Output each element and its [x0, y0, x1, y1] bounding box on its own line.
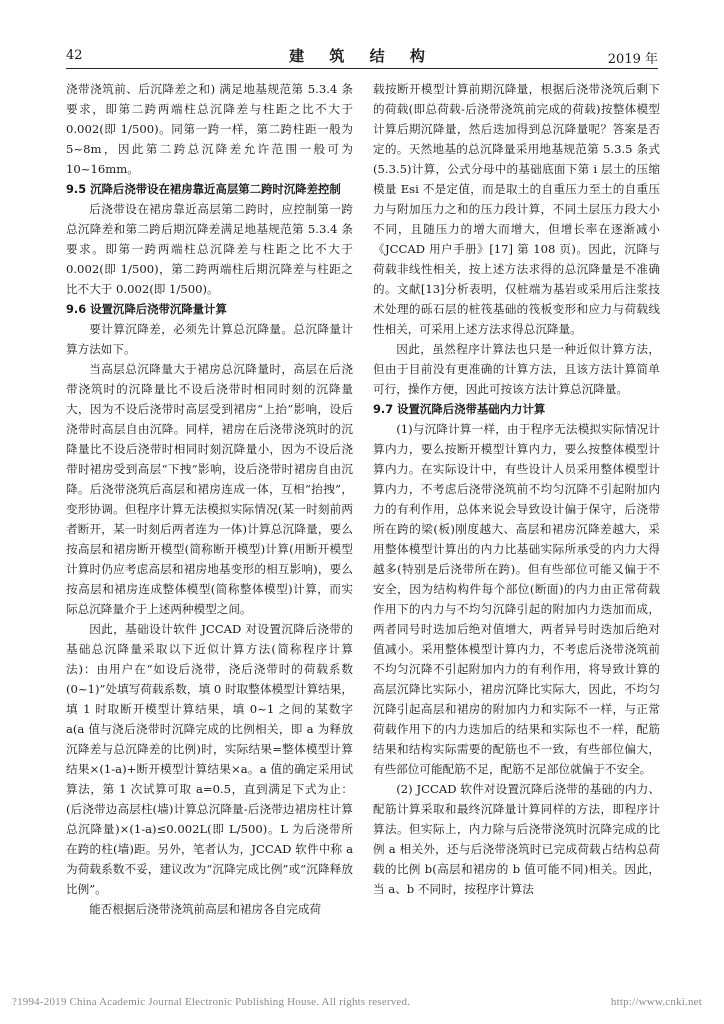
paragraph: 因此，虽然程序计算法也只是一种近似计算方法，但由于目前没有更准确的计算方法，且该方法计算简单可行，操作方便，因此可按该方法计算总沉降量。 [373, 342, 660, 396]
paragraph: 能否根据后浇带浇筑前高层和裙房各自完成荷 [89, 902, 322, 916]
paragraph: 载按断开模型计算前期沉降量，根据后浇带浇筑后剩下的荷载(即总荷载-后浇带浇筑前完成的荷载)按整体模型计算后期沉降量，然后迭加得到总沉降量呢？答案是否定的。天然地基的总沉降量采用地基规范第 5.3.5 条式(5.3.5)计算，公式分母中的基础底面下第 i 层土的压缩模量 Esi 不是定值，而是取土的自重压力至土的自重压力与附加压力之和的压力段计算，不同土层压力段大小不同，且随压力的增大而增大，但增长率在逐渐减小《JCCAD 用户手册》[17] 第 108 页)。因此，沉降与荷载非线性相关，按上述方法求得的总沉降量是不准确的。文献[13]分析表明，仅桩端为基岩或采用后注浆技术处理的砾石层的桩筏基础的筏板变形和应力与荷载线性相关，可采用上述方法求得总沉降量。 [373, 82, 660, 336]
page-number: 42 [66, 48, 83, 63]
copyright-footer [12, 996, 712, 1008]
page-header [66, 44, 658, 66]
paragraph: 当高层总沉降量大于裙房总沉降量时，高层在后浇带浇筑时的沉降量比不设后浇带时相同时刻的沉降量大，因为不设后浇带时高层受到裙房“上抬”影响，设后浇带时高层自由沉降。同样，裙房在后浇带浇筑时的沉降量比不设后浇带时相同时刻沉降量小，因为不设后浇带时裙房受到高层“下拽”影响，设后浇带时裙房自由沉降。后浇带浇筑后高层和裙房连成一体，互相“抬拽”，变形协调。但程序计算无法模拟实际情况(某一时刻前两者断开，某一时刻后两者连为一体)计算总沉降量，要么按高层和裙房断开模型(简称断开模型)计算(用断开模型计算时仍应考虑高层和裙房地基变形的相互影响)，要么按高层和裙房连成整体模型(简称整体模型)计算，而实际总沉降量介于上述两种模型之间。 [66, 362, 353, 616]
journal-title: 建 筑 结 构 [289, 47, 435, 65]
paragraph: (1)与沉降计算一样，由于程序无法模拟实际情况计算内力，要么按断开模型计算内力，要么按整体模型计算内力。在实际设计中，有些设计人员采用整体模型计算内力，不考虑后浇带浇筑前不均匀沉降不引起附加内力的有利作用，总体来说会导致设计偏于保守，后浇带所在跨的梁(板)刚度越大、高层和裙房沉降差越大，采用整体模型计算出的内力比基础实际所承受的内力大得越多(特别是后浇带所在跨)。但有些部位可能又偏于不安全，因为结构构件每个部位(断面)的内力由正常荷载作用下的内力与不均匀沉降引起的附加内力迭加而成，两者同号时迭加后绝对值增大，两者异号时迭加后绝对值减小。采用整体模型计算内力，不考虑后浇带浇筑前不均匀沉降不引起附加内力的有利作用，将导致计算的高层沉降比实际小，裙房沉降比实际大，因此，不均匀沉降引起高层和裙房的附加内力和实际不一样，与正常荷载作用下的内力迭加后的结果和实际也不一样，配筋结果和结构实际需要的配筋也不一致，有些部位偏大，有些部位可能配筋不足，配筋不足部位就偏于不安全。 [373, 422, 660, 776]
header-rule [66, 68, 658, 69]
paragraph: 浇带浇筑前、后沉降差之和) 满足地基规范第 5.3.4 条要求，即第二跨两端柱总沉降差与柱距之比不大于 0.002(即 1/500)。同第一跨一样，第二跨柱距一般为 5~8m，因此第二跨总沉降差允许范围一般可为 10~16mm。 [66, 82, 353, 176]
section-heading-9-5: 9.5 沉降后浇带设在裙房靠近高层第二跨时沉降差控制 [66, 182, 341, 196]
paragraph: 因此，基础设计软件 JCCAD 对设置沉降后浇带的基础总沉降量采取以下近似计算方法(简称程序计算法)：由用户在“如设后浇带，浇后浇带时的荷载系数(0~1)”处填写荷载系数，填 0 时取整体模型计算结果，填 1 时取断开模型计算结果，填 0~1 之间的某数字 a(a 值与浇后浇带时沉降完成的比例相关，即 a 为释放沉降差与总沉降差的比例)时，实际结果=整体模型计算结果×(1-a)+断开模型计算结果×a。a 值的确定采用试算法，第 1 次试算可取 a=0.5，直到满足下式为止：(后浇带边高层柱(墙)计算总沉降量-后浇带边裙房柱计算总沉降量)×(1-a)≤0.002L(即 L/500)。L 为后浇带所在跨的柱(墙)距。另外，笔者认为，JCCAD 软件中称 a 为荷载系数不妥，建议改为“沉降完成比例”或“沉降释放比例”。 [66, 622, 353, 896]
source-url: http://www.cnki.net [610, 996, 702, 1008]
publication-year: 2019 年 [607, 52, 658, 67]
section-heading-9-6: 9.6 设置沉降后浇带沉降量计算 [66, 302, 227, 316]
paragraph: 后浇带设在裙房靠近高层第二跨时，应控制第一跨总沉降差和第二跨后期沉降差满足地基规范第 5.3.4 条要求。即第一跨两端柱总沉降差与柱距之比不大于 0.002(即 1/500)，第二跨两端柱后期沉降差与柱距之比不大于 0.002(即 1/500)。 [66, 202, 353, 296]
paragraph: (2) JCCAD 软件对设置沉降后浇带的基础的内力、配筋计算采取和最终沉降量计算同样的方法，即程序计算法。但实际上，内力除与后浇带浇筑时沉降完成的比例 a 相关外，还与后浇带浇筑时已完成荷载占结构总荷载的比例 b(高层和裙房的 b 值可能不同)相关。因此，当 a、b 不同时，按程序计算法 [373, 782, 660, 896]
copyright-text: ?1994-2019 China Academic Journal Electronic Publishing House. All rights reserved. [12, 996, 411, 1008]
right-column [373, 79, 660, 899]
section-heading-9-7: 9.7 设置沉降后浇带基础内力计算 [373, 402, 546, 416]
left-column [66, 79, 353, 919]
paragraph: 要计算沉降差，必须先计算总沉降量。总沉降量计算方法如下。 [66, 322, 353, 356]
